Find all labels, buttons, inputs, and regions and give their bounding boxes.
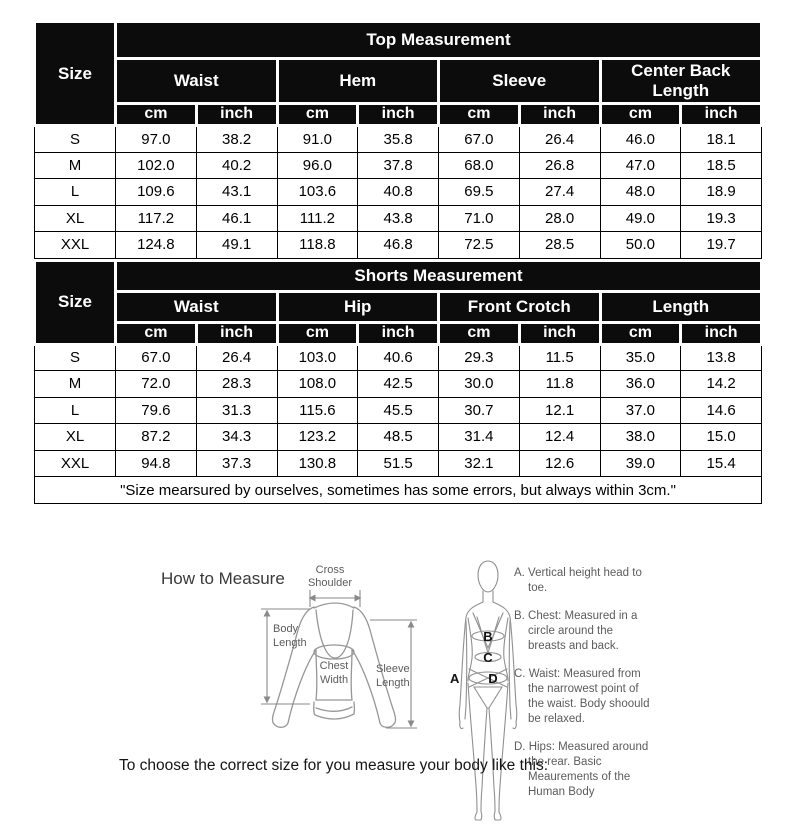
value-cell: 38.0 <box>600 424 681 451</box>
shirt-measurement-diagram <box>250 556 432 754</box>
unit-header-inch: inch <box>681 322 762 344</box>
value-cell: 34.3 <box>196 424 277 451</box>
size-cell: L <box>35 397 116 424</box>
value-cell: 117.2 <box>116 205 197 232</box>
value-cell: 31.4 <box>439 424 520 451</box>
value-cell: 18.9 <box>681 179 762 206</box>
value-cell: 43.1 <box>196 179 277 206</box>
value-cell: 35.0 <box>600 344 681 371</box>
value-cell: 130.8 <box>277 450 358 477</box>
table-row <box>35 450 762 477</box>
table-row <box>35 371 762 398</box>
cross-shoulder-label: Cross <box>315 564 345 576</box>
value-cell: 19.3 <box>681 205 762 232</box>
table-title-row <box>35 22 762 59</box>
body-length-label: Body <box>273 623 299 635</box>
sleeve-length-label: Length <box>376 677 410 689</box>
unit-header-inch: inch <box>196 322 277 344</box>
value-cell: 50.0 <box>600 232 681 259</box>
value-cell: 94.8 <box>116 450 197 477</box>
value-cell: 26.4 <box>196 344 277 371</box>
shorts-measurement-table <box>33 259 763 505</box>
table-title: Top Measurement <box>116 22 762 59</box>
unit-header-cm: cm <box>439 104 520 126</box>
disclaimer-row <box>35 477 762 504</box>
measure-point-c: C. Waist: Measured from the narrowest point of the waist. Body shoould be relaxed. <box>514 668 650 725</box>
how-to-measure-heading: How to Measure <box>161 569 285 588</box>
disclaimer-text: "Size mearsured by ourselves, sometimes has some errors, but always within 3cm." <box>35 477 762 504</box>
top-measurement-table <box>33 20 763 259</box>
unit-header-cm: cm <box>600 322 681 344</box>
size-column-header: Size <box>35 22 116 126</box>
value-cell: 47.0 <box>600 152 681 179</box>
table-row <box>35 344 762 371</box>
measure-point-d: D. Hips: Measured around the rear. Basic Meaurements of the Human Body <box>514 741 649 798</box>
value-cell: 19.7 <box>681 232 762 259</box>
value-cell: 26.4 <box>519 126 600 153</box>
table-row <box>35 232 762 259</box>
value-cell: 123.2 <box>277 424 358 451</box>
value-cell: 43.8 <box>358 205 439 232</box>
unit-header-cm: cm <box>277 322 358 344</box>
value-cell: 69.5 <box>439 179 520 206</box>
unit-header-row <box>35 104 762 126</box>
value-cell: 31.3 <box>196 397 277 424</box>
value-cell: 96.0 <box>277 152 358 179</box>
value-cell: 11.5 <box>519 344 600 371</box>
marker-a-label: A <box>450 671 460 686</box>
value-cell: 14.6 <box>681 397 762 424</box>
cross-shoulder-label: Shoulder <box>307 577 353 589</box>
size-cell: S <box>35 126 116 153</box>
unit-header-row <box>35 322 762 344</box>
value-cell: 48.5 <box>358 424 439 451</box>
body-length-label: Length <box>273 637 307 649</box>
value-cell: 18.5 <box>681 152 762 179</box>
value-cell: 87.2 <box>116 424 197 451</box>
table-title-row <box>35 260 762 291</box>
value-cell: 40.8 <box>358 179 439 206</box>
value-cell: 109.6 <box>116 179 197 206</box>
marker-b-label: B <box>483 629 493 644</box>
group-header-waist: Waist <box>116 291 278 322</box>
size-cell: M <box>35 371 116 398</box>
marker-d-label: D <box>488 671 498 686</box>
value-cell: 27.4 <box>519 179 600 206</box>
group-header-row <box>35 291 762 322</box>
group-header-length: Length <box>600 291 762 322</box>
table-row <box>35 397 762 424</box>
unit-header-inch: inch <box>519 322 600 344</box>
sleeve-length-label: Sleeve <box>376 663 410 675</box>
value-cell: 91.0 <box>277 126 358 153</box>
size-cell: XXL <box>35 450 116 477</box>
value-cell: 28.0 <box>519 205 600 232</box>
size-cell: XL <box>35 205 116 232</box>
value-cell: 51.5 <box>358 450 439 477</box>
value-cell: 37.8 <box>358 152 439 179</box>
table-row <box>35 424 762 451</box>
measure-point-a: A. Vertical height head to toe. <box>514 567 642 594</box>
value-cell: 35.8 <box>358 126 439 153</box>
table-row <box>35 152 762 179</box>
value-cell: 46.0 <box>600 126 681 153</box>
size-cell: XXL <box>35 232 116 259</box>
value-cell: 12.4 <box>519 424 600 451</box>
size-cell: M <box>35 152 116 179</box>
value-cell: 97.0 <box>116 126 197 153</box>
value-cell: 28.3 <box>196 371 277 398</box>
value-cell: 32.1 <box>439 450 520 477</box>
unit-header-inch: inch <box>358 322 439 344</box>
unit-header-cm: cm <box>277 104 358 126</box>
value-cell: 68.0 <box>439 152 520 179</box>
value-cell: 12.1 <box>519 397 600 424</box>
value-cell: 103.0 <box>277 344 358 371</box>
value-cell: 49.0 <box>600 205 681 232</box>
value-cell: 36.0 <box>600 371 681 398</box>
value-cell: 30.0 <box>439 371 520 398</box>
value-cell: 72.5 <box>439 232 520 259</box>
table-row <box>35 126 762 153</box>
value-cell: 102.0 <box>116 152 197 179</box>
value-cell: 45.5 <box>358 397 439 424</box>
size-cell: XL <box>35 424 116 451</box>
value-cell: 26.8 <box>519 152 600 179</box>
size-cell: S <box>35 344 116 371</box>
value-cell: 15.0 <box>681 424 762 451</box>
value-cell: 71.0 <box>439 205 520 232</box>
unit-header-inch: inch <box>519 104 600 126</box>
value-cell: 118.8 <box>277 232 358 259</box>
value-cell: 115.6 <box>277 397 358 424</box>
group-header-hip: Hip <box>277 291 439 322</box>
size-tables <box>33 20 763 504</box>
chest-width-label: Width <box>319 674 349 686</box>
size-column-header: Size <box>35 260 116 344</box>
value-cell: 40.2 <box>196 152 277 179</box>
value-cell: 39.0 <box>600 450 681 477</box>
value-cell: 72.0 <box>116 371 197 398</box>
chest-width-label: Chest <box>319 660 349 672</box>
value-cell: 29.3 <box>439 344 520 371</box>
value-cell: 40.6 <box>358 344 439 371</box>
measure-instruction: To choose the correct size for you measure your body like this: <box>119 757 549 774</box>
value-cell: 67.0 <box>116 344 197 371</box>
value-cell: 67.0 <box>439 126 520 153</box>
value-cell: 49.1 <box>196 232 277 259</box>
value-cell: 11.8 <box>519 371 600 398</box>
group-header-waist: Waist <box>116 59 278 104</box>
unit-header-cm: cm <box>116 322 197 344</box>
value-cell: 13.8 <box>681 344 762 371</box>
unit-header-inch: inch <box>681 104 762 126</box>
unit-header-cm: cm <box>600 104 681 126</box>
marker-c-label: C <box>483 650 493 665</box>
group-header-front-crotch: Front Crotch <box>439 291 601 322</box>
value-cell: 124.8 <box>116 232 197 259</box>
value-cell: 37.3 <box>196 450 277 477</box>
value-cell: 108.0 <box>277 371 358 398</box>
table-title: Shorts Measurement <box>116 260 762 291</box>
value-cell: 18.1 <box>681 126 762 153</box>
table-row <box>35 205 762 232</box>
size-cell: L <box>35 179 116 206</box>
measure-point-b: B. Chest: Measured in a circle around the breasts and back. <box>514 610 638 652</box>
value-cell: 46.1 <box>196 205 277 232</box>
value-cell: 42.5 <box>358 371 439 398</box>
unit-header-inch: inch <box>196 104 277 126</box>
value-cell: 30.7 <box>439 397 520 424</box>
group-header-hem: Hem <box>277 59 439 104</box>
group-header-sleeve: Sleeve <box>439 59 601 104</box>
value-cell: 111.2 <box>277 205 358 232</box>
unit-header-cm: cm <box>439 322 520 344</box>
value-cell: 14.2 <box>681 371 762 398</box>
value-cell: 12.6 <box>519 450 600 477</box>
value-cell: 38.2 <box>196 126 277 153</box>
value-cell: 103.6 <box>277 179 358 206</box>
value-cell: 46.8 <box>358 232 439 259</box>
group-header-row <box>35 59 762 104</box>
value-cell: 48.0 <box>600 179 681 206</box>
value-cell: 79.6 <box>116 397 197 424</box>
body-outline <box>459 561 517 820</box>
table-row <box>35 179 762 206</box>
measure-points-list <box>514 566 652 813</box>
value-cell: 28.5 <box>519 232 600 259</box>
value-cell: 37.0 <box>600 397 681 424</box>
unit-header-cm: cm <box>116 104 197 126</box>
value-cell: 15.4 <box>681 450 762 477</box>
unit-header-inch: inch <box>358 104 439 126</box>
group-header-center-back-length: Center Back Length <box>600 59 762 104</box>
